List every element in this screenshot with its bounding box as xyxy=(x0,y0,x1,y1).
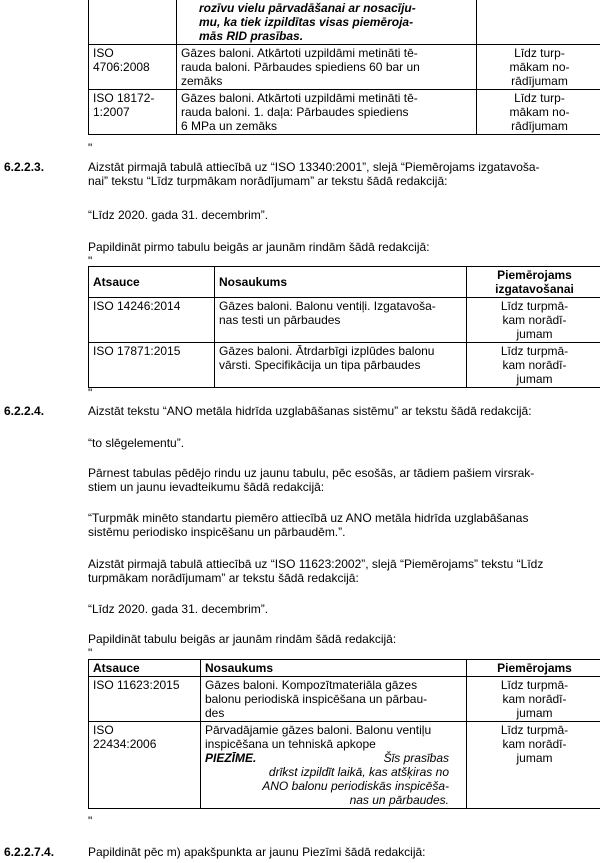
cell-ref xyxy=(89,0,177,45)
closing-quote: " xyxy=(88,141,93,155)
paragraph: “Turpmāk minēto standartu piemēro attiecībā uz ANO metāla hidrīda uzglabāšanas sistēmu periodisko inspicēšanu un pārbaudēm.”. xyxy=(88,511,529,539)
cell-name: Gāzes baloni. Atkārtoti uzpildāmi metināti tē- rauda baloni. Pārbaudes spiediens 60 bar un zemāks xyxy=(177,45,477,90)
section-number: 6.2.2.4. xyxy=(4,404,45,418)
cell-ref: ISO 14246:2014 xyxy=(89,298,215,343)
table-row xyxy=(89,343,600,388)
paragraph: Papildināt pēc m) apakšpunkta ar jaunu Piezīmi šādā redakcijā: xyxy=(88,845,426,859)
paragraph: “Līdz 2020. gada 31. decembrim”. xyxy=(88,602,269,616)
cell-applic: Līdz turp- mākam no- rādījumam xyxy=(477,90,600,135)
paragraph: Aizstāt pirmajā tabulā attiecībā uz “ISO 11623:2002”, slejā “Piemērojams” tekstu “Līdz turpmākam norādījumam” ar tekstu šādā redakcijā: xyxy=(88,557,544,585)
paragraph: Papildināt tabulu beigās ar jaunām rindām šādā redakcijā: xyxy=(88,632,397,646)
cell-applic xyxy=(477,0,600,45)
header-applic: Piemērojams izgatavošanai xyxy=(467,267,600,298)
table-row xyxy=(89,45,600,90)
table-row xyxy=(89,677,600,722)
paragraph: “to slēgelementu”. xyxy=(88,436,185,450)
cell-name-text: Pārvadājamie gāzes baloni. Balonu ventiļu inspicēšana un tehniskā apkope xyxy=(205,723,432,751)
table-header-row xyxy=(89,660,600,677)
cell-name: Gāzes baloni. Ātrdarbīgi izplūdes balonu vārsti. Specifikācija un tipa pārbaudes xyxy=(215,343,467,388)
table-row xyxy=(89,298,600,343)
table-new-rows xyxy=(88,266,600,388)
paragraph: Papildināt pirmo tabulu beigās ar jaunām rindām šādā redakcijā: xyxy=(88,240,430,254)
opening-quote: " xyxy=(88,254,93,268)
note-text: Šīs prasības drīkst izpildīt laikā, kas atšķiras no ANO balonu periodiskās inspicēša- nas un pārbaudes. xyxy=(262,751,449,807)
cell-ref: ISO 18172- 1:2007 xyxy=(89,90,177,135)
header-applic: Piemērojams xyxy=(467,660,600,677)
cell-applic: Līdz turpmā- kam norādī- jumam xyxy=(467,343,600,388)
header-ref: Atsauce xyxy=(89,267,215,298)
cell-name: Gāzes baloni. Kompozītmateriāla gāzes balonu periodiskā inspicēšana un pārbau- des xyxy=(201,677,467,722)
header-name: Nosaukums xyxy=(215,267,467,298)
cell-applic: Līdz turpmā- kam norādī- jumam xyxy=(467,298,600,343)
cell-name: Gāzes baloni. Balonu ventiļi. Izgatavoša- nas testi un pārbaudes xyxy=(215,298,467,343)
section-number: 6.2.2.3. xyxy=(4,160,45,174)
cell-ref: ISO 11623:2015 xyxy=(89,677,201,722)
table-row xyxy=(89,0,600,45)
cell-applic: Līdz turpmā- kam norādī- jumam xyxy=(467,677,600,722)
section-number: 6.2.2.7.4. xyxy=(4,845,55,859)
closing-quote: " xyxy=(88,386,93,400)
table-continuation xyxy=(88,0,600,135)
table-row xyxy=(89,722,600,809)
table-header-row xyxy=(89,267,600,298)
cell-ref: ISO 4706:2008 xyxy=(89,45,177,90)
note xyxy=(205,751,462,807)
opening-quote: " xyxy=(88,646,93,660)
cell-name: Gāzes baloni. Atkārtoti uzpildāmi metināti tē- rauda baloni. 1. daļa: Pārbaudes spiediens 6 MPa un zemāks xyxy=(177,90,477,135)
note-label: PIEZĪME. xyxy=(205,751,257,765)
paragraph: Aizstāt pirmajā tabulā attiecībā uz “ISO 13340:2001”, slejā “Piemērojams izgatavoša- nai” tekstu “Līdz turpmākam norādījumam” ar tekstu šādā redakcijā: xyxy=(88,160,540,188)
cell-ref: ISO 22434:2006 xyxy=(89,722,201,809)
closing-quote: " xyxy=(88,814,93,828)
paragraph: Aizstāt tekstu “ANO metāla hidrīda uzglabāšanas sistēmu” ar tekstu šādā redakcijā: xyxy=(88,404,532,418)
cell-name xyxy=(201,722,467,809)
paragraph: “Līdz 2020. gada 31. decembrim”. xyxy=(88,208,269,222)
header-name: Nosaukums xyxy=(201,660,467,677)
table-periodic-inspection xyxy=(88,659,600,809)
cell-name: rozīvu vielu pārvadāšanai ar nosacīju- mu, ka tiek izpildītas visas piemēroja- mās RID prasības. xyxy=(177,0,477,45)
cell-applic: Līdz turpmā- kam norādī- jumam xyxy=(467,722,600,809)
cell-applic: Līdz turp- mākam no- rādījumam xyxy=(477,45,600,90)
table-row xyxy=(89,90,600,135)
cell-ref: ISO 17871:2015 xyxy=(89,343,215,388)
paragraph: Pārnest tabulas pēdējo rindu uz jaunu tabulu, pēc esošās, ar tādiem pašiem virsrak- stiem un jaunu ievadteikumu šādā redakcijā: xyxy=(88,466,535,494)
header-ref: Atsauce xyxy=(89,660,201,677)
